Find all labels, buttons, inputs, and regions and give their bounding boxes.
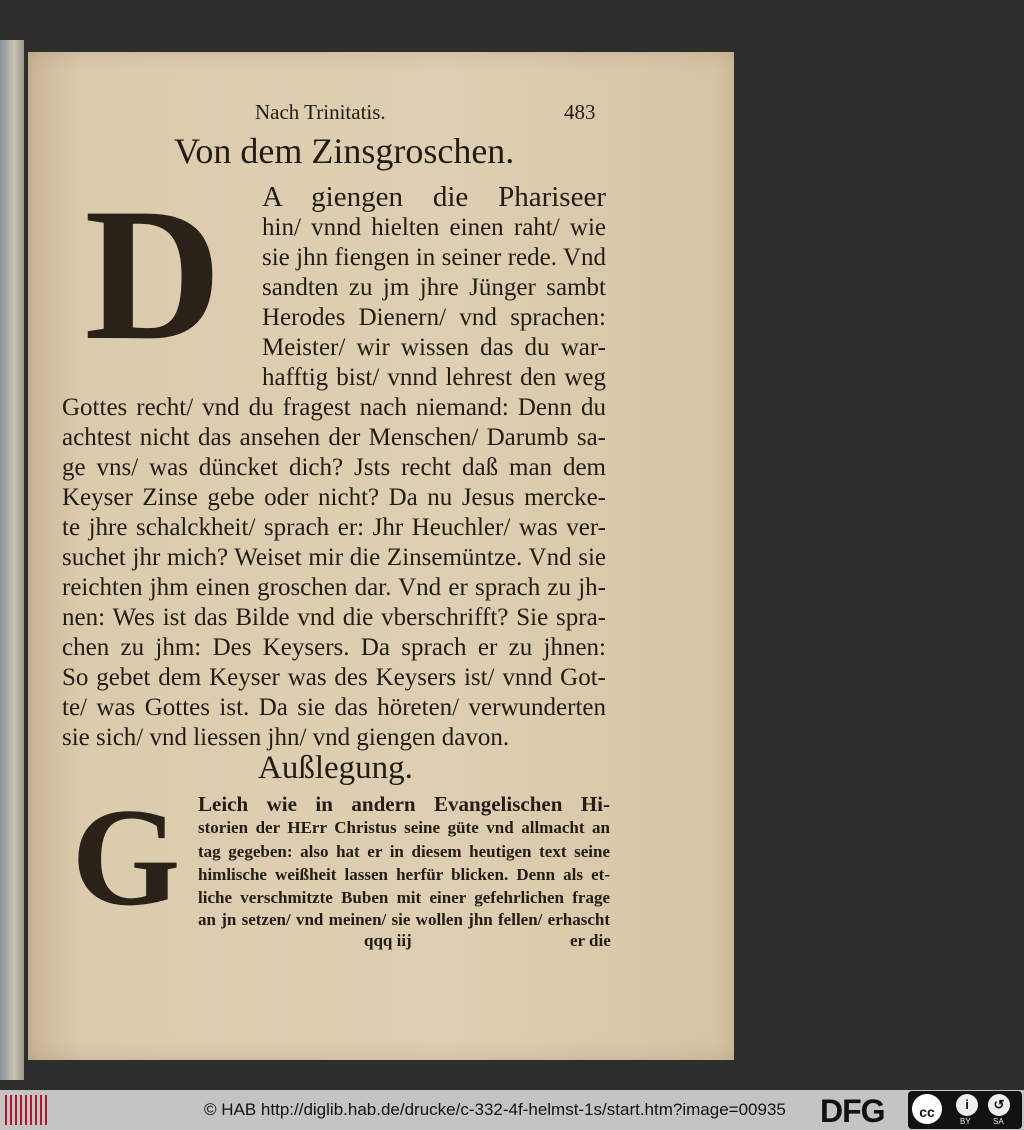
book-page — [28, 52, 734, 1060]
cc-icon: cc — [912, 1094, 942, 1124]
text-line: A giengen die Phariseer — [262, 181, 606, 213]
text-line: suchet jhr mich? Weiset mir die Zinsemüntze. Vnd sie — [62, 544, 606, 571]
adjacent-page-edge — [0, 40, 24, 1080]
text-line: storien der HErr Christus seine güte vnd allmacht an — [198, 818, 610, 837]
text-line: himlische weißheit lassen herfür blicken. Denn als et- — [198, 865, 610, 884]
text-line: hin/ vnnd hielten einen raht/ wie — [262, 214, 606, 241]
drop-cap-ornament: D — [84, 170, 222, 380]
catchword: er die — [570, 931, 611, 950]
text-line: Gottes recht/ vnd du fragest nach niemand: Denn du — [62, 394, 606, 421]
text-line: So gebet dem Keyser was des Keysers ist/ vnnd Got- — [62, 664, 606, 691]
hab-logo-icon[interactable] — [5, 1095, 47, 1125]
text-line: tag gegeben: also hat er in diesem heutigen text seine — [198, 842, 610, 861]
dfg-logo[interactable]: DFG — [820, 1093, 885, 1129]
text-line: te jhre schalckheit/ sprach er: Jhr Heuchler/ was ver- — [62, 514, 606, 541]
text-line: hafftig bist/ vnnd lehrest den weg — [262, 364, 606, 391]
drop-cap-ornament: G — [71, 780, 181, 935]
text-line: Keyser Zinse gebe oder nicht? Da nu Jesus mercke- — [62, 484, 606, 511]
text-line: Meister/ wir wissen das du war- — [262, 334, 606, 361]
license-by-label: BY — [960, 1117, 971, 1126]
text-line: sie jhn fiengen in seiner rede. Vnd — [262, 244, 606, 271]
section-heading: Außlegung. — [258, 750, 413, 786]
text-line: sandten zu jm jhre Jünger sambt — [262, 274, 606, 301]
running-head: Nach Trinitatis. — [255, 100, 386, 124]
text-line: an jn setzen/ vnd meinen/ sie wollen jhn fellen/ erhascht — [198, 910, 610, 929]
text-line: Leich wie in andern Evangelischen Hi- — [198, 792, 610, 816]
cc-license-badge[interactable] — [908, 1091, 1022, 1129]
signature-mark: qqq iij — [364, 931, 412, 950]
license-sa-label: SA — [993, 1117, 1004, 1126]
text-line: sie sich/ vnd liessen jhn/ vnd giengen davon. — [62, 724, 510, 751]
share-alike-icon: ↺ — [988, 1094, 1010, 1116]
text-line: Herodes Dienern/ vnd sprachen: — [262, 304, 606, 331]
text-line: reichten jhm einen groschen dar. Vnd er sprach zu jh- — [62, 574, 606, 601]
text-line: nen: Wes ist das Bilde vnd die vberschrifft? Sie spra- — [62, 604, 606, 631]
text-line: achtest nicht das ansehen der Menschen/ Darumb sa- — [62, 424, 606, 451]
text-line: chen zu jhm: Des Keysers. Da sprach er zu jhnen: — [62, 634, 606, 661]
copyright-link[interactable]: © HAB http://diglib.hab.de/drucke/c-332-4f-helmst-1s/start.htm?image=00935 — [204, 1100, 786, 1119]
text-line: liche verschmitzte Buben mit einer gefehrlichen frage — [198, 888, 610, 907]
text-line: ge vns/ was düncket dich? Jsts recht daß man dem — [62, 454, 606, 481]
footer-bar — [0, 1090, 1024, 1130]
text-line: te/ was Gottes ist. Da sie das höreten/ verwunderten — [62, 694, 606, 721]
attribution-icon: i — [956, 1094, 978, 1116]
page-number: 483 — [564, 100, 596, 124]
page-title: Von dem Zinsgroschen. — [174, 131, 515, 171]
